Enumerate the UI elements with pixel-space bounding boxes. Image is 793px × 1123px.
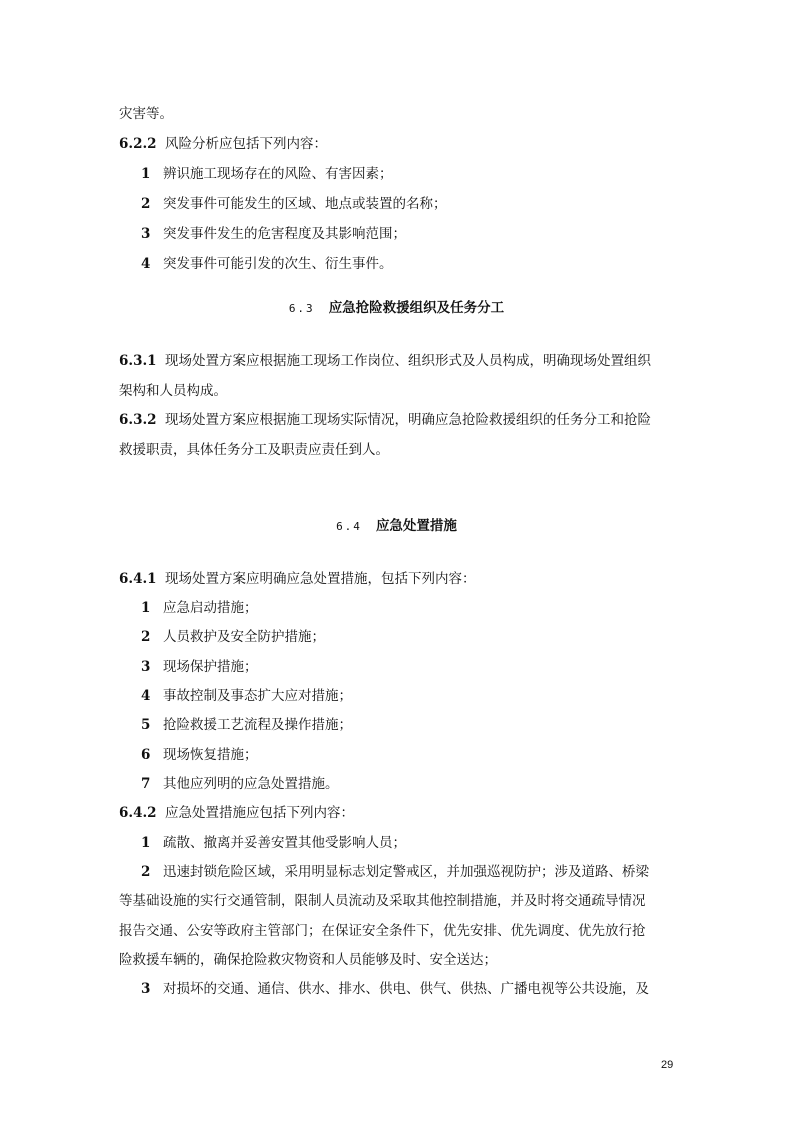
- list-item: [141, 627, 325, 647]
- item-continuation: 险救援车辆的，确保抢险救灾物资和人员能够及时、安全送达；: [119, 952, 497, 968]
- section-number: 6.4: [336, 520, 362, 533]
- item-text: 突发事件可能引发的次生、衍生事件。: [163, 256, 393, 272]
- clause-text: 现场处置方案应明确应急处置措施，包括下列内容：: [165, 571, 476, 587]
- item-text: 辨识施工现场存在的风险、有害因素；: [163, 166, 393, 182]
- item-text: 现场保护措施；: [163, 659, 258, 675]
- list-item: [141, 774, 339, 794]
- clause-continuation: 救援职责，具体任务分工及职责应责任到人。: [119, 442, 389, 458]
- item-text: 抢险救援工艺流程及操作措施；: [163, 717, 352, 733]
- item-number: 4: [141, 688, 151, 704]
- item-number: 2: [141, 196, 151, 212]
- item-text: 人员救护及安全防护措施；: [163, 629, 325, 645]
- clause-6-3-2: [119, 410, 651, 430]
- item-number: 4: [141, 256, 151, 272]
- item-text: 现场恢复措施；: [163, 747, 258, 763]
- page-number: 29: [661, 1059, 674, 1071]
- clause-continuation: 架构和人员构成。: [119, 383, 227, 399]
- item-continuation: 等基础设施的实行交通管制，限制人员流动及采取其他控制措施，并及时将交通疏导情况: [119, 893, 646, 909]
- section-number: 6.3: [288, 302, 315, 315]
- item-number: 3: [141, 226, 151, 242]
- list-item: [141, 715, 352, 735]
- list-item: [141, 745, 258, 765]
- clause-6-2-2: [119, 134, 327, 154]
- clause-number: 6.3.1: [119, 353, 157, 369]
- item-number: 2: [141, 629, 151, 645]
- clause-text: 现场处置方案应根据施工现场实际情况，明确应急抢险救援组织的任务分工和抢险: [165, 412, 651, 428]
- section-title: 应急抢险救援组织及任务分工: [328, 300, 505, 316]
- item-number: 3: [141, 981, 151, 997]
- item-text: 迅速封锁危险区域，采用明显标志划定警戒区，并加强巡视防护；涉及道路、桥梁: [163, 864, 649, 880]
- item-text: 事故控制及事态扩大应对措施；: [163, 688, 352, 704]
- item-number: 7: [141, 776, 151, 792]
- item-text: 对损坏的交通、通信、供水、排水、供电、供气、供热、广播电视等公共设施，及: [163, 981, 649, 997]
- item-number: 3: [141, 659, 151, 675]
- item-continuation: 报告交通、公安等政府主管部门；在保证安全条件下，优先安排、优先调度、优先放行抢: [119, 923, 646, 939]
- clause-number: 6.3.2: [119, 412, 157, 428]
- item-number: 1: [141, 835, 151, 851]
- clause-text: 风险分析应包括下列内容：: [165, 136, 327, 152]
- section-heading-6-3: [0, 298, 793, 319]
- item-text: 疏散、撤离并妥善安置其他受影响人员；: [163, 835, 406, 851]
- list-item: [141, 657, 258, 677]
- item-text: 应急启动措施；: [163, 600, 258, 616]
- list-item: [141, 194, 447, 214]
- clause-text: 现场处置方案应根据施工现场工作岗位、组织形式及人员构成，明确现场处置组织: [165, 353, 651, 369]
- item-text: 突发事件发生的危害程度及其影响范围；: [163, 226, 406, 242]
- item-number: 2: [141, 864, 151, 880]
- intro-text: 灾害等。: [119, 106, 173, 122]
- section-title: 应急处置措施: [375, 518, 457, 534]
- list-item: [141, 862, 649, 882]
- section-heading-6-4: [0, 516, 793, 537]
- list-item: [141, 686, 352, 706]
- clause-number: 6.4.1: [119, 571, 157, 587]
- list-item: [141, 254, 393, 274]
- item-number: 1: [141, 600, 151, 616]
- clause-6-4-2: [119, 803, 354, 823]
- list-item: [141, 833, 406, 853]
- list-item: [141, 979, 649, 999]
- clause-6-3-1: [119, 351, 651, 371]
- item-text: 突发事件可能发生的区域、地点或装置的名称；: [163, 196, 447, 212]
- clause-text: 应急处置措施应包括下列内容：: [165, 805, 354, 821]
- list-item: [141, 224, 406, 244]
- clause-number: 6.2.2: [119, 136, 157, 152]
- list-item: [141, 164, 393, 184]
- item-text: 其他应列明的应急处置措施。: [163, 776, 339, 792]
- clause-number: 6.4.2: [119, 805, 157, 821]
- clause-6-4-1: [119, 569, 476, 589]
- list-item: [141, 598, 258, 618]
- item-number: 1: [141, 166, 151, 182]
- item-number: 6: [141, 747, 151, 763]
- item-number: 5: [141, 717, 151, 733]
